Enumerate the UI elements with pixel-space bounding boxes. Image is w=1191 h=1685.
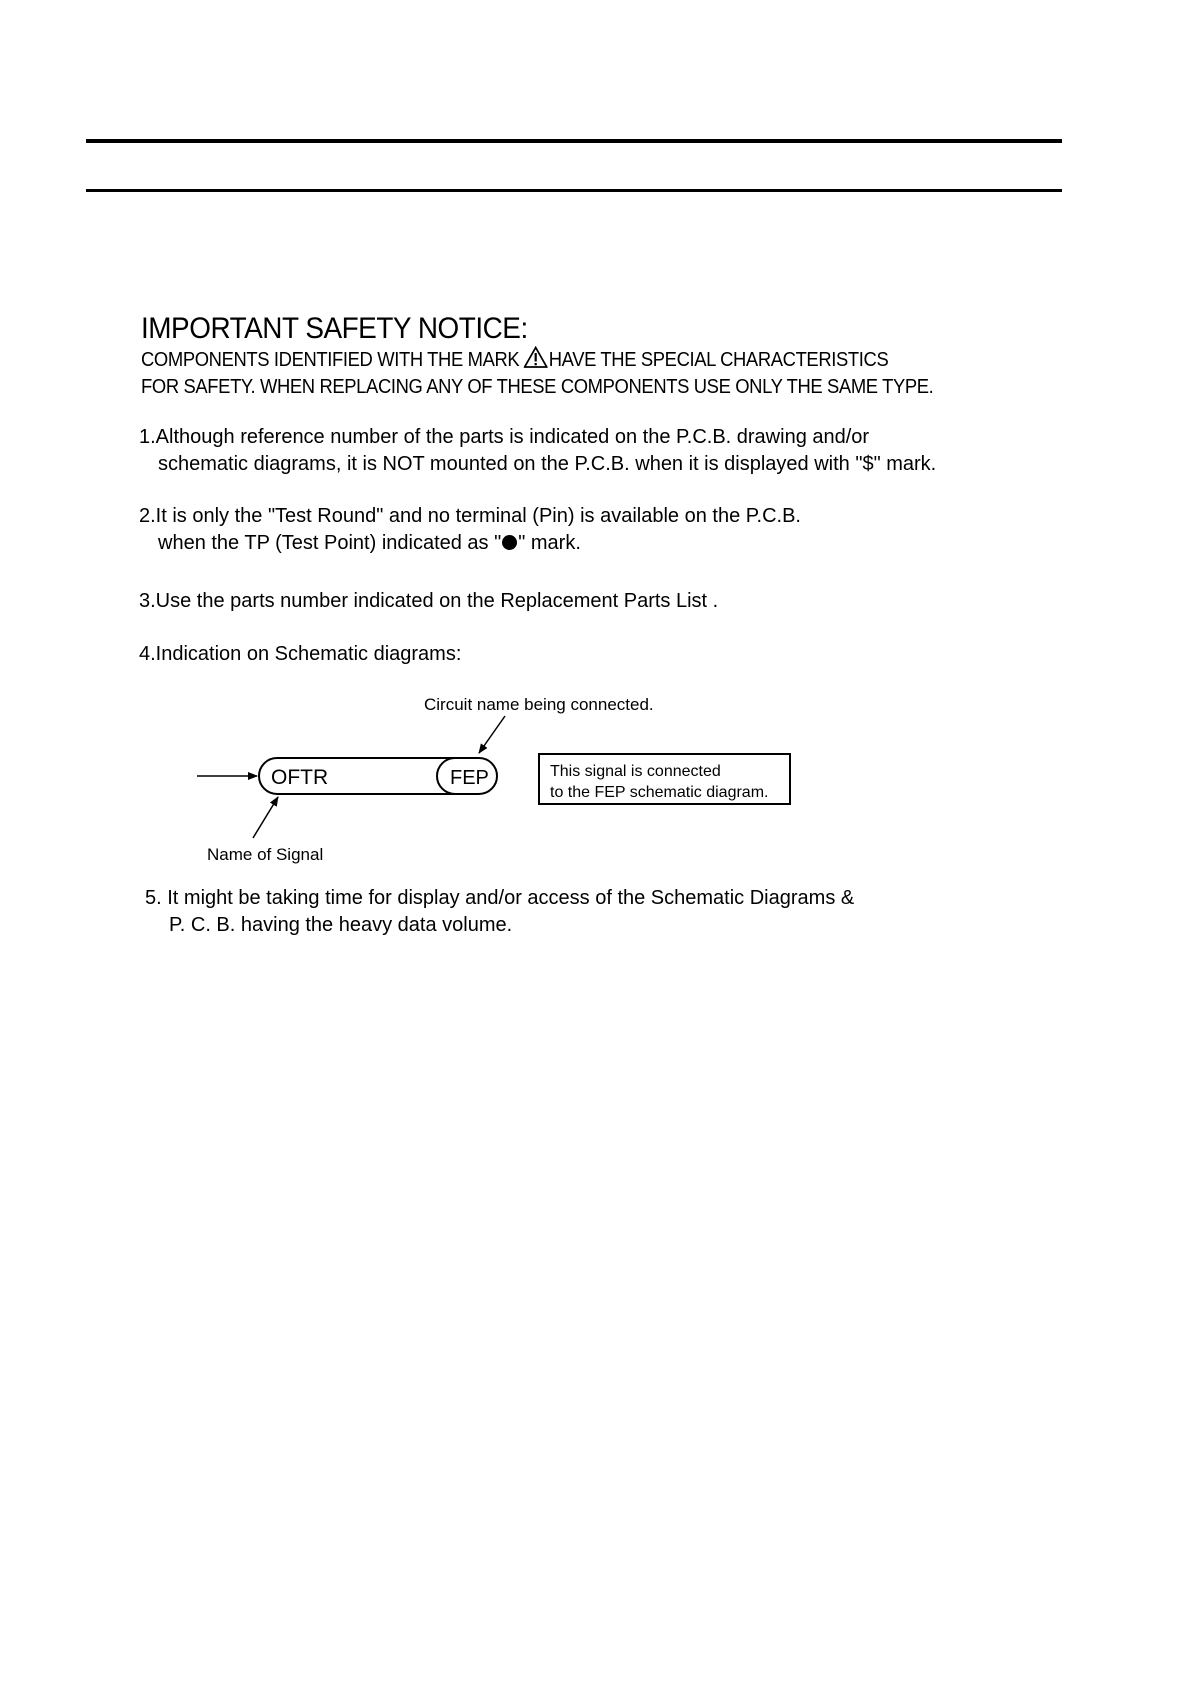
list-item-1-line-2: schematic diagrams, it is NOT mounted on the P.C.B. when it is displayed with "$" mark. — [158, 453, 937, 475]
circuit-name-capsule — [437, 758, 455, 794]
signal-name-text: OFTR — [271, 766, 329, 789]
list-item-1 — [139, 424, 936, 478]
circuit-name-text: FEP — [450, 767, 489, 789]
signal-label-capsule — [259, 758, 497, 794]
list-item-5-line-1: 5. It might be taking time for display and/or access of the Schematic Diagrams & — [145, 887, 855, 909]
list-item-2-line-2-end: " mark. — [518, 532, 581, 554]
list-item-4 — [139, 641, 461, 668]
safety-notice — [141, 312, 1041, 401]
list-item-3-line-1: 3.Use the parts number indicated on the Replacement Parts List . — [139, 590, 719, 612]
list-item-2 — [139, 503, 801, 557]
list-item-1-line-1: 1.Although reference number of the parts is indicated on the P.C.B. drawing and/or — [139, 426, 870, 448]
circuit-name-caption: Circuit name being connected. — [424, 695, 654, 714]
connection-note-line-2: to the FEP schematic diagram. — [550, 784, 769, 801]
list-item-3 — [139, 588, 718, 615]
notice-line-1-end: HAVE THE SPECIAL CHARACTERISTICS — [548, 349, 889, 371]
header-rule-top — [86, 139, 1062, 143]
test-point-dot-icon — [502, 535, 517, 550]
signal-name-caption: Name of Signal — [207, 845, 324, 864]
list-item-2-line-1: 2.It is only the "Test Round" and no terminal (Pin) is available on the P.C.B. — [139, 505, 801, 527]
warning-triangle-icon — [524, 346, 548, 368]
list-item-4-line-1: 4.Indication on Schematic diagrams: — [139, 643, 462, 665]
list-item-5-line-2: P. C. B. having the heavy data volume. — [169, 914, 513, 936]
notice-line-1 — [141, 346, 969, 374]
connection-note-box — [538, 753, 791, 805]
header-rule-bottom — [86, 189, 1062, 192]
list-item-5 — [145, 885, 854, 939]
connection-note-line-1: This signal is connected — [550, 763, 721, 780]
list-item-2-line-2-start: when the TP (Test Point) indicated as " — [158, 532, 502, 554]
notice-line-1-start: COMPONENTS IDENTIFIED WITH THE MARK — [141, 349, 520, 371]
list-item-2-line-2 — [139, 530, 801, 557]
notice-title: IMPORTANT SAFETY NOTICE: — [141, 312, 528, 345]
signal-pointer-line — [253, 797, 278, 838]
circuit-pointer-line — [479, 716, 505, 753]
notice-line-2: FOR SAFETY. WHEN REPLACING ANY OF THESE COMPONENTS USE ONLY THE SAME TYPE. — [141, 376, 934, 398]
